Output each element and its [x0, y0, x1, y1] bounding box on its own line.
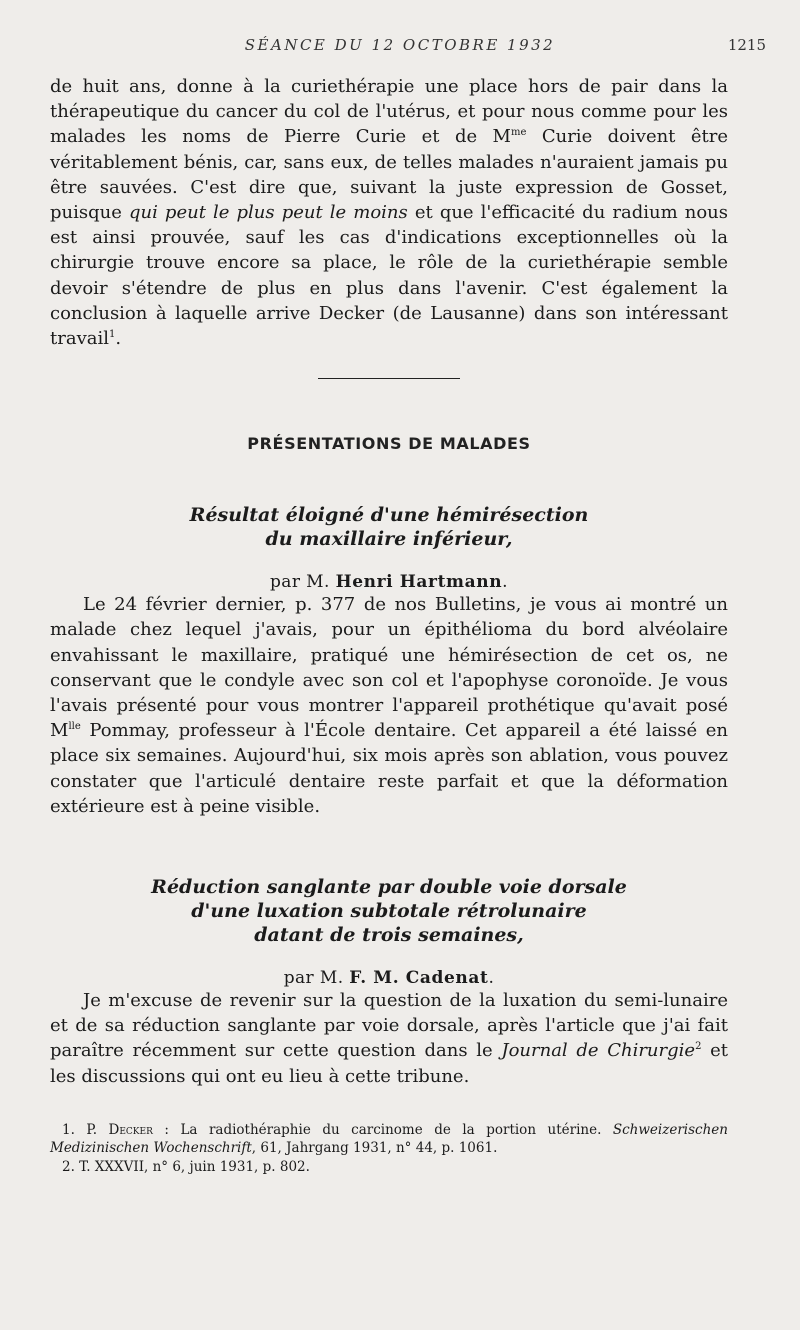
article-byline-2: par M. F. M. Cadenat.	[283, 968, 495, 989]
footnotes	[50, 1121, 728, 1177]
article-paragraph-2: Je m'excuse de revenir sur la question de la luxation du semi-lunaire et de sa réduction sanglante par voie dorsale, après l'article que j'ai fait paraître récemment sur cette question dans le Journal de Chirurgie$^2$ et les discussions qui ont eu lieu à cette tribune.	[50, 990, 729, 1087]
opening-paragraph: de huit ans, donne à la curiethérapie une place hors de pair dans la thérapeutique du cancer du col de l'utérus, et pour nous comme pour les malades les noms de Pierre Curie et de $M^{me}$ Curie doivent être véritablement bénis, car, sans eux, de telles malades n'auraient jamais pu être sauvées. C'est dire que, suivant la juste expression de Gosset, puisque qui peut le plus peut le moins et que l'efficacité du radium nous est ainsi prouvée, sauf les cas d'indications exceptionnelles où la chirurgie trouve encore sa place, le rôle de la curiethérapie semble devoir s'étendre de plus en plus dans l'avenir. C'est également la conclusion à laquelle arrive Decker (de Lausanne) dans son intéressant travail$^1$.	[50, 76, 729, 350]
section-heading: PRÉSENTATIONS DE MALADES	[247, 434, 531, 454]
footnote-1: 1. P. Decker : La radiothéraphie du carcinome de la portion utérine. Schweizerischen Medizinischen Wochenschrift, 61, Jahrgang 1931, n° 44, p. 1061.	[50, 1121, 728, 1157]
article-title-2	[50, 875, 728, 947]
running-title: SÉANCE DU 12 OCTOBRE 1932	[244, 36, 556, 54]
article-title-line: Réduction sanglante par double voie dorsale	[151, 876, 627, 899]
running-header	[0, 36, 800, 58]
article-byline-1: par M. Henri Hartmann.	[270, 572, 508, 593]
article-title-line: datant de trois semaines,	[254, 924, 524, 947]
page-number: 1215	[727, 36, 766, 54]
section-divider	[318, 378, 460, 379]
author-name: F. M. Cadenat	[349, 968, 489, 989]
article-title-line: du maxillaire inférieur,	[265, 528, 513, 551]
page-body	[50, 74, 728, 1176]
article-paragraph-1: Le 24 février dernier, p. 377 de nos Bulletins, je vous ai montré un malade chez lequel j'avais, pour un épithélioma du bord alvéolaire envahissant le maxillaire, pratiqué une hémirésection de cet os, ne conservant que le condyle avec son col et l'apophyse coronoïde. Je vous l'avais présenté pour vous montrer l'appareil prothétique qu'avait posé $M^{lle}$ Pommay, professeur à l'École dentaire. Cet appareil a été laissé en place six semaines. Aujourd'hui, six mois après son ablation, vous pouvez constater que l'articulé dentaire reste parfait et que la déformation extérieure est à peine visible.	[50, 594, 728, 817]
article-title-line: d'une luxation subtotale rétrolunaire	[191, 900, 587, 923]
footnote-2: 2. T. XXXVII, n° 6, juin 1931, p. 802.	[62, 1158, 310, 1175]
article-title-line: Résultat éloigné d'une hémirésection	[189, 504, 589, 527]
article-title-1	[50, 503, 728, 551]
author-name: Henri Hartmann	[335, 572, 503, 593]
